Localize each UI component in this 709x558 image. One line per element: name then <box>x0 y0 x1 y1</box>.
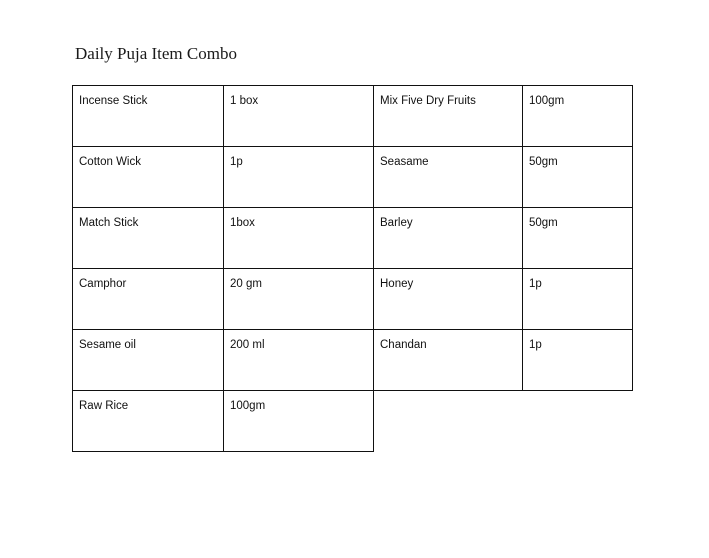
item-name-cell: Barley <box>374 208 523 269</box>
item-name-cell: Camphor <box>73 269 224 330</box>
item-quantity-cell: 100gm <box>224 391 374 452</box>
item-quantity-cell: 1 box <box>224 86 374 147</box>
table-row <box>73 86 633 147</box>
item-quantity-cell: 1box <box>224 208 374 269</box>
puja-items-table <box>72 85 633 452</box>
item-quantity-cell: 1p <box>523 269 633 330</box>
item-name-cell: Seasame <box>374 147 523 208</box>
empty-cell <box>374 391 523 452</box>
table-row <box>73 391 633 452</box>
item-quantity-cell: 100gm <box>523 86 633 147</box>
page-title: Daily Puja Item Combo <box>75 44 237 63</box>
item-name-cell: Mix Five Dry Fruits <box>374 86 523 147</box>
table-row <box>73 147 633 208</box>
item-name-cell: Sesame oil <box>73 330 224 391</box>
table-row <box>73 208 633 269</box>
item-name-cell: Match Stick <box>73 208 224 269</box>
item-quantity-cell: 1p <box>523 330 633 391</box>
item-quantity-cell: 50gm <box>523 147 633 208</box>
item-quantity-cell: 20 gm <box>224 269 374 330</box>
item-name-cell: Chandan <box>374 330 523 391</box>
item-name-cell: Cotton Wick <box>73 147 224 208</box>
item-name-cell: Incense Stick <box>73 86 224 147</box>
table-row <box>73 269 633 330</box>
empty-cell <box>523 391 633 452</box>
table-row <box>73 330 633 391</box>
item-name-cell: Raw Rice <box>73 391 224 452</box>
item-quantity-cell: 1p <box>224 147 374 208</box>
item-quantity-cell: 200 ml <box>224 330 374 391</box>
item-quantity-cell: 50gm <box>523 208 633 269</box>
item-name-cell: Honey <box>374 269 523 330</box>
